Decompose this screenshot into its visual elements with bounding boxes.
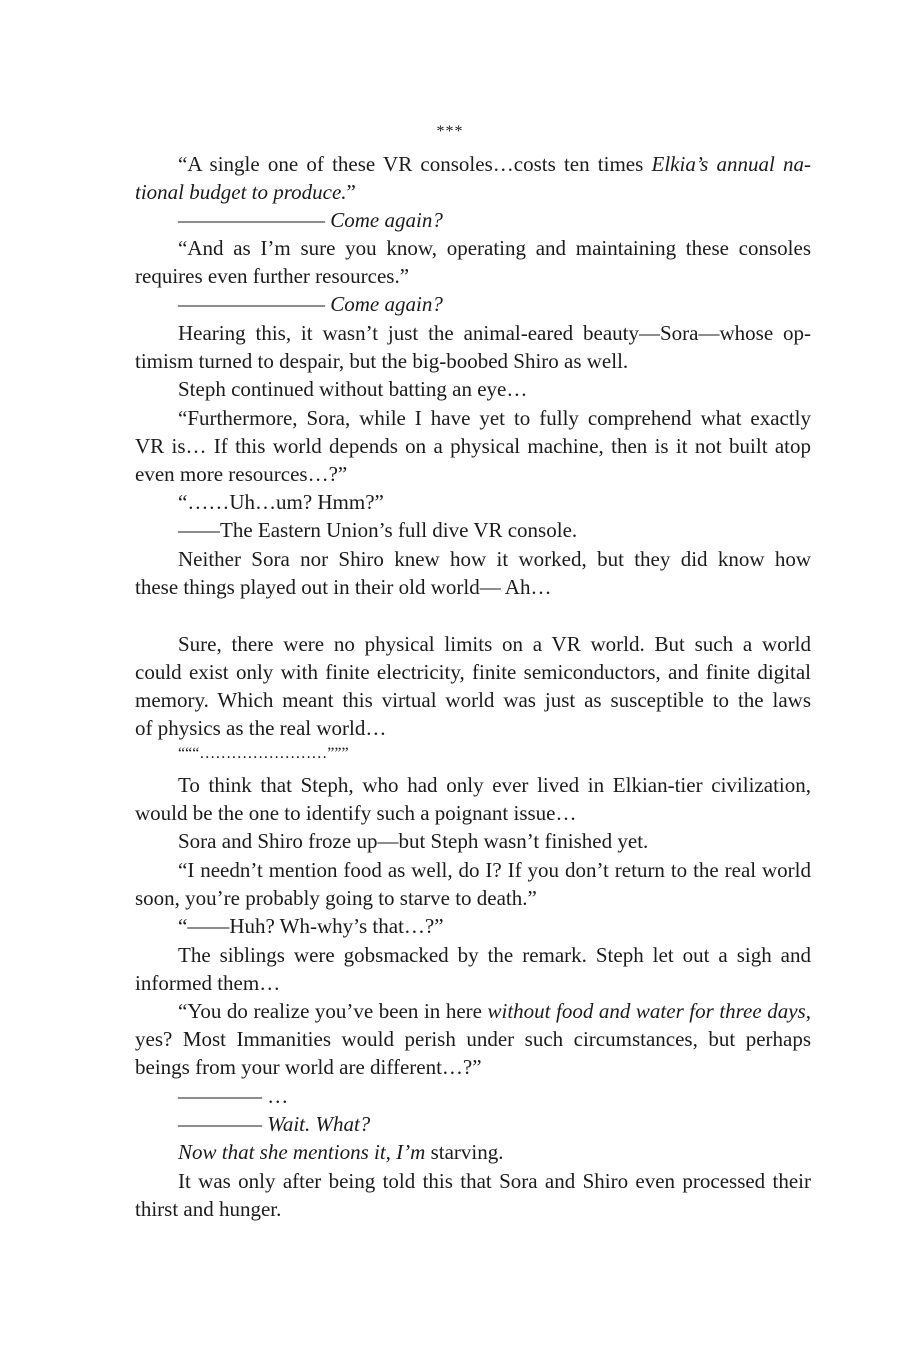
italic-text: Come again? xyxy=(330,208,443,232)
text-line xyxy=(178,206,811,234)
text-line xyxy=(178,912,811,940)
text-run: informed them… xyxy=(135,971,281,995)
text-run: could exist only with finite electricity, finite semiconductors, and finite digital xyxy=(135,660,811,684)
scene-break: *** xyxy=(436,123,464,140)
text-line xyxy=(178,545,811,573)
text-run: To think that Steph, who had only ever lived in Elkian-tier civilization, xyxy=(178,773,811,797)
text-run: “——Huh? Wh-why’s that…?” xyxy=(178,914,444,938)
text-run: “Furthermore, Sora, while I have yet to fully comprehend what exactly xyxy=(178,406,811,430)
text-run: ” xyxy=(346,180,356,204)
text-line xyxy=(178,1138,811,1166)
text-line xyxy=(178,941,811,969)
text-run: beings from your world are different…?” xyxy=(135,1055,482,1079)
text-run: The siblings were gobsmacked by the remark. Steph let out a sigh and xyxy=(178,943,811,967)
text-line xyxy=(135,686,811,714)
text-run: yes? Most Immanities would perish under such circumstances, but perhaps xyxy=(135,1027,811,1051)
text-line xyxy=(178,150,811,178)
text-line xyxy=(135,1195,811,1223)
text-run: these things played out in their old world— Ah… xyxy=(135,575,552,599)
text-run: Sure, there were no physical limits on a VR world. But such a world xyxy=(178,632,811,656)
italic-text: tional budget to produce. xyxy=(135,180,347,204)
text-line xyxy=(135,658,811,686)
text-run: “““……………………””” xyxy=(178,745,349,762)
text-line xyxy=(178,630,811,658)
text-line xyxy=(178,290,811,318)
text-run: Hearing this, it wasn’t just the animal-eared beauty—Sora—whose op- xyxy=(178,321,811,345)
text-line xyxy=(178,1110,811,1138)
text-run: ———— xyxy=(178,1112,268,1136)
text-line xyxy=(135,460,811,488)
text-run: VR is… If this world depends on a physical machine, then is it not built atop xyxy=(135,434,811,458)
text-run: thirst and hunger. xyxy=(135,1197,282,1221)
text-line xyxy=(178,1167,811,1195)
text-line xyxy=(178,516,811,544)
text-run: ———— … xyxy=(178,1084,289,1108)
text-run: It was only after being told this that Sora and Shiro even processed their xyxy=(178,1169,811,1193)
italic-text: Come again? xyxy=(330,292,443,316)
text-line xyxy=(135,1025,811,1053)
text-line xyxy=(178,375,811,403)
text-line xyxy=(135,799,811,827)
text-run: of physics as the real world… xyxy=(135,716,387,740)
text-run: Steph continued without batting an eye… xyxy=(178,377,528,401)
text-run: “……Uh…um? Hmm?” xyxy=(178,490,384,514)
text-run: soon, you’re probably going to starve to death.” xyxy=(135,886,537,910)
text-line xyxy=(178,740,811,768)
text-run: Sora and Shiro froze up—but Steph wasn’t finished yet. xyxy=(178,829,649,853)
text-run: , xyxy=(805,999,811,1023)
text-run: ——————— xyxy=(178,292,331,316)
italic-text: Wait. What? xyxy=(267,1112,371,1136)
text-run: “I needn’t mention food as well, do I? If you don’t return to the real world xyxy=(178,858,811,882)
text-line xyxy=(135,714,811,742)
text-run: “You do realize you’ve been in here xyxy=(178,999,488,1023)
text-run: memory. Which meant this virtual world was just as susceptible to the laws xyxy=(135,688,811,712)
italic-text: without food and water for three days xyxy=(487,999,806,1023)
text-line xyxy=(135,178,811,206)
text-line xyxy=(178,771,811,799)
text-line xyxy=(178,488,811,516)
text-run: starving. xyxy=(430,1140,504,1164)
text-line xyxy=(135,573,811,601)
text-line xyxy=(135,884,811,912)
text-line xyxy=(178,1082,811,1110)
italic-text: Now that she mentions it, I’m xyxy=(178,1140,431,1164)
italic-text: Elkia’s annual na- xyxy=(651,152,811,176)
text-line xyxy=(135,432,811,460)
text-line xyxy=(135,347,811,375)
text-run: would be the one to identify such a poignant issue… xyxy=(135,801,577,825)
text-line xyxy=(178,234,811,262)
text-line xyxy=(135,1053,811,1081)
text-run: requires even further resources.” xyxy=(135,264,410,288)
text-line xyxy=(178,404,811,432)
text-run: ——————— xyxy=(178,208,331,232)
text-run: “A single one of these VR consoles…costs ten times xyxy=(178,152,652,176)
text-line xyxy=(135,969,811,997)
text-run: Neither Sora nor Shiro knew how it worked, but they did know how xyxy=(178,547,811,571)
text-run: even more resources…?” xyxy=(135,462,348,486)
text-line xyxy=(178,319,811,347)
text-line xyxy=(178,856,811,884)
text-line xyxy=(178,997,811,1025)
text-run: ——The Eastern Union’s full dive VR console. xyxy=(178,518,578,542)
text-line xyxy=(135,262,811,290)
text-run: “And as I’m sure you know, operating and maintaining these consoles xyxy=(178,236,811,260)
text-line xyxy=(178,827,811,855)
text-run: timism turned to despair, but the big-boobed Shiro as well. xyxy=(135,349,629,373)
